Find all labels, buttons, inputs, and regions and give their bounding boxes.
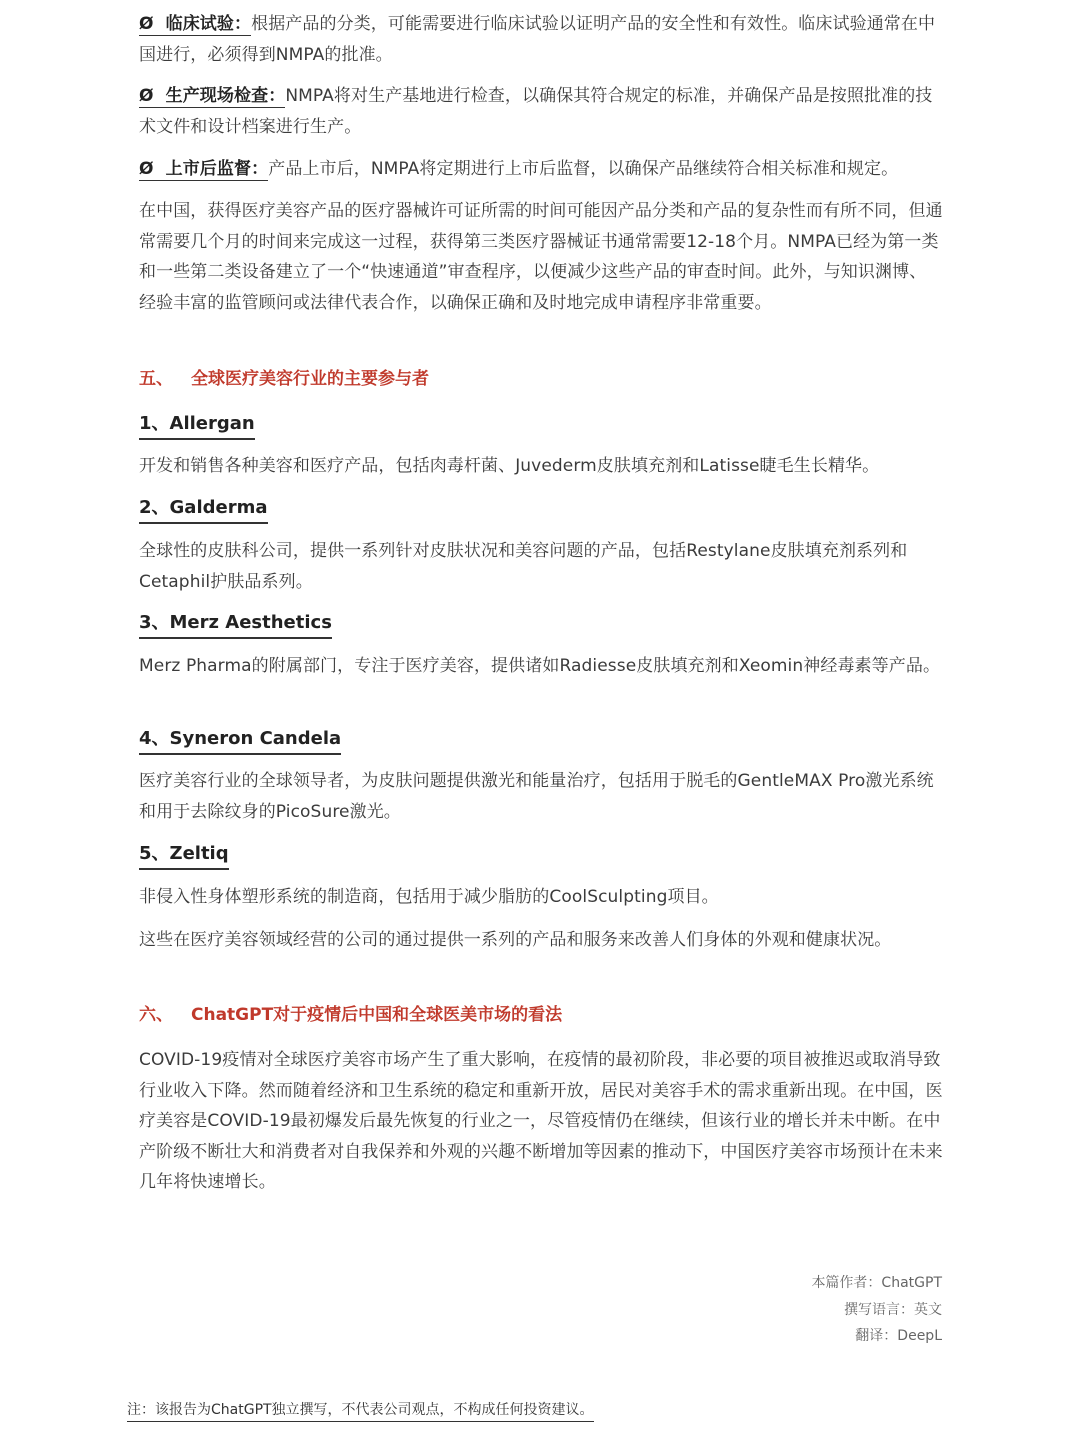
section-heading-6: 六、 ChatGPT对于疫情后中国和全球医美市场的看法 [139, 1005, 563, 1025]
registration-paragraph: 在中国，获得医疗美容产品的医疗器械许可证所需的时间可能因产品分类和产品的复杂性而有所不同，但通常需要几个月的时间来完成这一过程，获得第三类医疗器械证书通常需要12-18个月。NMPA已经为第一类和一些第二类设备建立了一个“快速通道”审查程序，以便减少这些产品的审查时间。此外，与知识渊博、经验丰富的监管顾问或法律代表合作，以确保正确和及时地完成申请程序非常重要。 [139, 201, 943, 313]
company-description: 非侵入性身体塑形系统的制造商，包括用于减少脂肪的CoolSculpting项目。 [139, 887, 719, 907]
bullet-text: NMPA将对生产基地进行检查，以确保其符合规定的标准，并确保产品是按照批准的技术文件和设计档案进行生产。 [139, 86, 933, 137]
credit-language: 撰写语言：英文 [844, 1301, 942, 1318]
company-description: 全球性的皮肤科公司，提供一系列针对皮肤状况和美容问题的产品，包括Restylane皮肤填充剂系列和Cetaphil护肤品系列。 [139, 541, 908, 592]
company-heading: 2、Galderma [139, 496, 268, 524]
article-credits [811, 1270, 942, 1350]
section6-body: COVID-19疫情对全球医疗美容市场产生了重大影响，在疫情的最初阶段，非必要的项目被推迟或取消导致行业收入下降。然而随着经济和卫生系统的稳定和重新开放，居民对美容手术的需求重新出现。在中国，医疗美容是COVID-19最初爆发后最先恢复的行业之一，尽管疫情仍在继续，但该行业的增长并未中断。在中产阶级不断壮大和消费者对自我保养和外观的兴趣不断增加等因素的推动下，中国医疗美容市场预计在未来几年将快速增长。 [139, 1050, 943, 1192]
bullet-lead: Ø 生产现场检查： [139, 86, 286, 106]
disclaimer-footnote: 注：该报告为ChatGPT独立撰写，不代表公司观点，不构成任何投资建议。 [127, 1400, 594, 1422]
section5-summary: 这些在医疗美容领域经营的公司的通过提供一系列的产品和服务来改善人们身体的外观和健康状况。 [139, 930, 892, 950]
company-description: 医疗美容行业的全球领导者，为皮肤问题提供激光和能量治疗，包括用于脱毛的GentleMAX Pro激光系统和用于去除纹身的PicoSure激光。 [139, 771, 934, 822]
bullet-lead: Ø 临床试验： [139, 14, 252, 34]
bullet-lead: Ø 上市后监督： [139, 159, 269, 179]
bullet-text: 根据产品的分类，可能需要进行临床试验以证明产品的安全性和有效性。临床试验通常在中国进行，必须得到NMPA的批准。 [139, 14, 936, 65]
section-heading-5: 五、 全球医疗美容行业的主要参与者 [139, 369, 429, 389]
company-description: 开发和销售各种美容和医疗产品，包括肉毒杆菌、Juvederm皮肤填充剂和Latisse睫毛生长精华。 [139, 456, 880, 476]
company-heading: 4、Syneron Candela [139, 727, 341, 755]
bullet-clinical-trials [139, 9, 943, 70]
company-heading: 3、Merz Aesthetics [139, 611, 332, 639]
company-heading: 1、Allergan [139, 412, 255, 440]
credit-translation: 翻译：DeepL [855, 1328, 942, 1344]
bullet-site-inspection [139, 81, 943, 142]
company-heading: 5、Zeltiq [139, 842, 229, 870]
bullet-text: 产品上市后，NMPA将定期进行上市后监督，以确保产品继续符合相关标准和规定。 [268, 159, 899, 179]
bullet-post-market [139, 154, 943, 185]
company-description: Merz Pharma的附属部门，专注于医疗美容，提供诸如Radiesse皮肤填充剂和Xeomin神经毒素等产品。 [139, 656, 941, 676]
credit-author: 本篇作者：ChatGPT [811, 1275, 942, 1291]
